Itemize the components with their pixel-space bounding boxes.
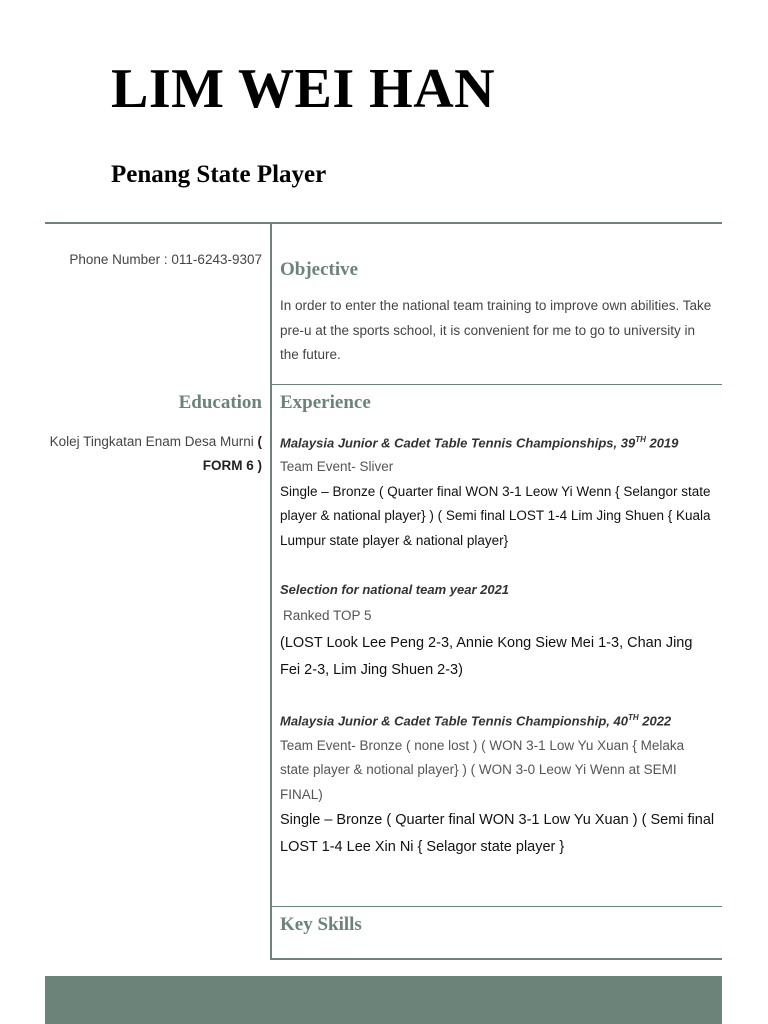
experience-team-2019: Team Event- Sliver <box>280 459 394 475</box>
column-divider <box>270 224 272 960</box>
experience-single-2019: Single – Bronze ( Quarter final WON 3-1 Leow Yi Wenn { Selangor state player & national player} ) ( Semi final LOST 1-4 Lim Jing Shuen { Kuala Lumpur state player & national player} <box>280 483 711 548</box>
resume-name: LIM WEI HAN <box>111 58 496 120</box>
footer-band <box>45 976 722 1024</box>
education-entry <box>45 430 262 478</box>
skills-heading: Key Skills <box>280 914 362 935</box>
skills-divider <box>272 906 722 907</box>
bottom-divider <box>272 958 722 960</box>
experience-title-2022: Malaysia Junior & Cadet Table Tennis Championship, 40TH 2022 <box>280 713 672 729</box>
experience-heading: Experience <box>280 392 371 413</box>
resume-subtitle: Penang State Player <box>111 161 327 188</box>
experience-results-2021: (LOST Look Lee Peng 2-3, Annie Kong Siew Mei 1-3, Chan Jing Fei 2-3, Lim Jing Shuen 2-3) <box>280 635 693 679</box>
school-form: ( FORM 6 ) <box>202 434 262 473</box>
experience-team-2022: Team Event- Bronze ( none lost ) ( WON 3-1 Low Yu Xuan { Melaka state player & notional player} ) ( WON 3-0 Leow Yi Wenn at SEMI FINAL) <box>280 737 685 802</box>
phone-number: Phone Number : 011-6243-9307 <box>69 252 262 267</box>
top-divider <box>45 222 722 224</box>
experience-list <box>280 428 716 861</box>
school-name: Kolej Tingkatan Enam Desa Murni <box>49 434 254 449</box>
education-heading: Education <box>178 392 262 413</box>
objective-heading: Objective <box>280 259 359 280</box>
objective-divider <box>272 384 722 385</box>
experience-rank-2021: Ranked TOP 5 <box>283 608 372 624</box>
experience-single-2022: Single – Bronze ( Quarter final WON 3-1 Low Yu Xuan ) ( Semi final LOST 1-4 Lee Xin Ni { Selagor state player } <box>280 812 715 856</box>
experience-title-2021: Selection for national team year 2021 <box>280 582 510 598</box>
experience-title-2019: Malaysia Junior & Cadet Table Tennis Championships, 39TH 2019 <box>280 435 679 451</box>
objective-text: In order to enter the national team training to improve own abilities. Take pre-u at the sports school, it is convenient for me to go to university in the future. <box>280 298 712 362</box>
